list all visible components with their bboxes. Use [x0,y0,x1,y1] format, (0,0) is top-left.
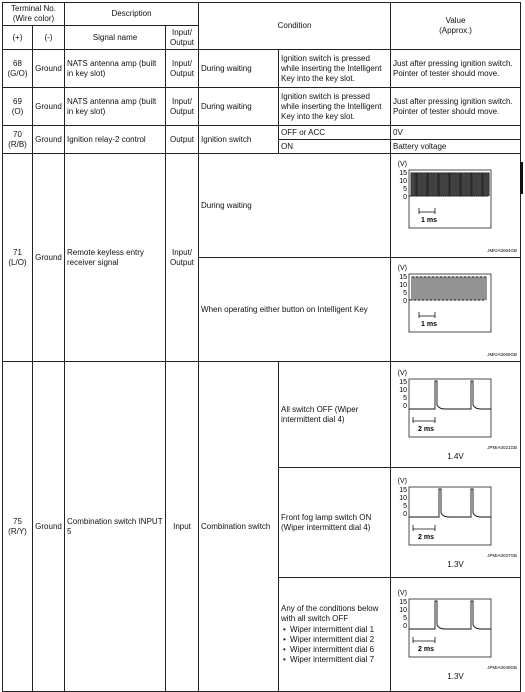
signal-name-header: Signal name [65,26,166,50]
terminal-no-header: Terminal No. (Wire color) [3,3,65,26]
time-marker-label: 2 ms [417,646,434,653]
waveform-cell [391,578,521,692]
waveform-cell [391,362,521,468]
description-header: Description [65,3,199,26]
tick-label: 5 [402,185,407,193]
condition-list [281,625,388,665]
terminal-minus: Ground [33,154,65,362]
terminal-minus: Ground [33,126,65,154]
condition-main: Ignition switch [199,126,279,154]
tick-label: 10 [398,387,407,394]
input-output: Input/ Output [166,154,199,362]
value: Battery voltage [391,140,521,154]
condition-main: Combination switch [199,362,279,692]
waveform-figure [393,367,519,451]
waveform-figure [393,475,519,559]
terminal-plus: 69 (O) [3,88,33,126]
tick-label: 0 [402,511,407,518]
waveform-cell [391,154,521,258]
tick-label: 10 [398,607,407,614]
waveform-trace [409,601,491,629]
time-marker-label: 1 ms [420,320,437,328]
figure-id: JMKIA0065GB [486,351,517,357]
figure-id: JPMIA0049GB [486,665,517,670]
value: Just after pressing ignition switch. Pointer of tester should move. [391,88,521,126]
condition-main: During waiting [199,88,279,126]
value-label: 1.3V [447,560,464,569]
tick-label: 0 [402,297,407,305]
list-item: • Wiper intermittent dial 7 [290,655,388,665]
tick-label: 15 [398,169,407,177]
time-marker-label: 2 ms [417,534,434,541]
tick-label: 10 [398,281,407,289]
waveform-cell [391,258,521,362]
terminal-plus: 68 (G/O) [3,50,33,88]
waveform-trace [409,381,491,409]
terminal-table [2,2,521,692]
tick-label: 10 [398,495,407,502]
value-label: 1.4V [447,452,464,461]
tick-label: 15 [398,379,407,386]
list-item: • Wiper intermittent dial 1 [290,625,388,635]
waveform-cell [391,468,521,578]
terminal-minus: Ground [33,88,65,126]
minus-header: (-) [33,26,65,50]
tick-label: 0 [402,403,407,410]
signal-name: Remote keyless entry receiver signal [65,154,166,362]
condition-sub: Ignition switch is pressed while inserting the Intelligent Key into the key slot. [279,50,391,88]
signal-name: Combination switch INPUT 5 [65,362,166,692]
value: Just after pressing ignition switch. Pointer of tester should move. [391,50,521,88]
input-output: Input [166,362,199,692]
tick-label: 5 [402,503,407,510]
time-marker-label: 1 ms [420,216,437,224]
tick-label: 5 [402,615,407,622]
table-row [3,50,521,88]
condition-sub-title: Any of the conditions below with all switch OFF [281,604,379,623]
list-item: • Wiper intermittent dial 6 [290,645,388,655]
figure-id: JPMIA0037GB [486,553,517,558]
terminal-plus: 71 (L/O) [3,154,33,362]
unit-label: (V) [397,478,407,485]
tick-label: 15 [398,273,407,281]
condition-main: During waiting [199,50,279,88]
tick-label: 15 [398,487,407,494]
header-row-1 [3,3,521,26]
tick-label: 5 [402,289,407,297]
unit-label: (V) [397,160,407,168]
table-row [3,154,521,258]
value-header: Value (Approx.) [391,3,521,50]
terminal-plus: 70 (R/B) [3,126,33,154]
condition-header: Condition [199,3,391,50]
terminal-minus: Ground [33,362,65,692]
time-marker-label: 2 ms [417,426,434,433]
input-output: Input/ Output [166,50,199,88]
input-output: Output [166,126,199,154]
input-output-header: Input/ Output [166,26,199,50]
unit-label: (V) [397,370,407,377]
tick-label: 0 [402,623,407,630]
plus-header: (+) [3,26,33,50]
value-label: 1.3V [447,672,464,681]
tick-label: 5 [402,395,407,402]
tick-label: 10 [398,177,407,185]
condition-sub: Front fog lamp switch ON (Wiper intermittent dial 4) [279,468,391,578]
waveform-trace [409,173,489,196]
condition-sub: OFF or ACC [279,126,391,140]
terminal-plus: 75 (R/Y) [3,362,33,692]
terminal-table-sheet [2,2,517,692]
condition-sub [279,578,391,692]
condition-sub: Ignition switch is pressed while inserting the Intelligent Key into the key slot. [279,88,391,126]
signal-name: NATS antenna amp (built in key slot) [65,50,166,88]
figure-id: JMKIA0064GB [486,247,517,253]
tick-label: 0 [402,193,407,201]
condition-sub: ON [279,140,391,154]
list-item: • Wiper intermittent dial 2 [290,635,388,645]
waveform-figure [393,158,519,254]
condition-main: When operating either button on Intelligent Key [199,258,391,362]
tick-label: 15 [398,599,407,606]
waveform-figure [393,587,519,671]
waveform-figure [393,262,519,358]
table-row [3,88,521,126]
signal-name: Ignition relay-2 control [65,126,166,154]
figure-id: JPMIA0021GB [486,445,517,450]
condition-sub: All switch OFF (Wiper intermittent dial 4) [279,362,391,468]
value: 0V [391,126,521,140]
table-row [3,362,521,468]
page-edge-tab [520,162,523,194]
input-output: Input/ Output [166,88,199,126]
table-row [3,126,521,140]
unit-label: (V) [397,590,407,597]
signal-name: NATS antenna amp (built in key slot) [65,88,166,126]
waveform-trace [409,277,486,300]
unit-label: (V) [397,264,407,272]
terminal-minus: Ground [33,50,65,88]
condition-main: During waiting [199,154,391,258]
waveform-trace [409,489,491,517]
